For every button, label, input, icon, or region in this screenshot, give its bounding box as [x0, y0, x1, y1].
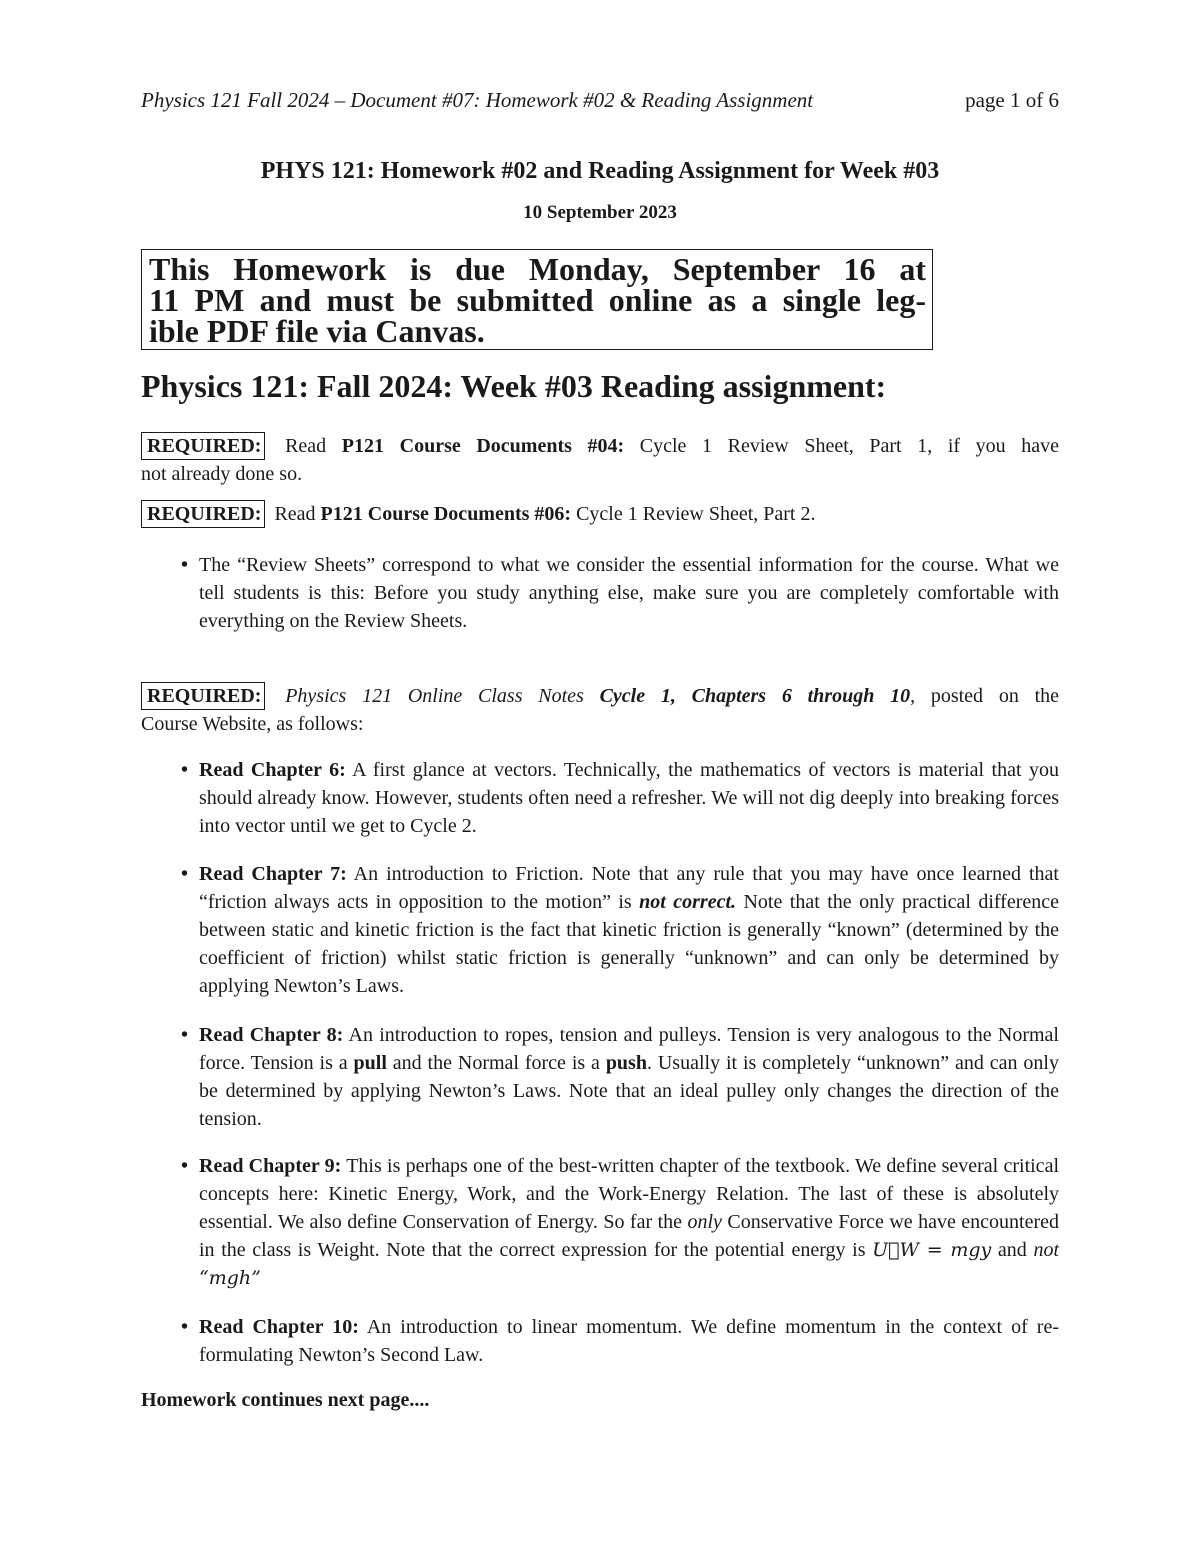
document-title: PHYS 121: Homework #02 and Reading Assignment for Week #03 [260, 158, 940, 184]
course-doc-06: P121 Course Documents #06: [320, 503, 572, 525]
continues-next-page-note: Homework continues next page.... [141, 1389, 430, 1411]
not-correct-emphasis: not correct. [639, 891, 737, 913]
required-label: REQUIRED: [141, 432, 265, 460]
chapter-10-label: Read Chapter 10: [199, 1316, 359, 1338]
due-date-notice-box [141, 249, 933, 350]
push-emphasis: push [605, 1052, 647, 1074]
chapter-7-text-cont: Note that the only practical difference between static and kinetic friction is the fact that kinetic friction is generally “known” (determined by the coefficient of friction) whilst static friction is generally “unknown” and can only be determined by applying Newton’s Laws. [199, 891, 1060, 997]
bullet-icon: • [181, 759, 189, 781]
bullet-icon: • [181, 863, 189, 885]
bullet-icon: • [181, 554, 189, 576]
read-text: Read [285, 435, 327, 457]
chapter-9-text-b: Conservative Force we have encountered in the class is Weight. Note that the correct expression for the potential energy is [199, 1211, 1060, 1261]
req3-description-cont: Course Website, as follows: [141, 713, 364, 735]
page-number: page 1 of 6 [965, 88, 1059, 112]
review-sheets-text: The “Review Sheets” correspond to what we consider the essential information for the course. What we tell students is this: Before you study anything else, make sure you are completely comfortable with everything on the Review Sheets. [199, 554, 1059, 632]
chapter-8-text-c: . Usually it is completely “unknown” and can only be determined by applying Newton’s Laws. Note that an ideal pulley only changes the direction of the tension. [199, 1052, 1059, 1130]
chapter-9-label: Read Chapter 9: [199, 1155, 342, 1177]
chapter-6-item [181, 756, 1059, 840]
chapter-10-item [181, 1313, 1059, 1369]
req1-description-cont: not already done so. [141, 463, 303, 485]
req2-description: Cycle 1 Review Sheet, Part 2. [576, 503, 816, 525]
mgh-formula: “mgh” [199, 1267, 261, 1289]
chapter-8-text: An introduction to ropes, tension and pulleys. Tension is very analogous to the Normal force. Tension is a [199, 1024, 1059, 1074]
chapter-7-item [181, 860, 1060, 1000]
running-header [141, 88, 1059, 113]
reading-assignment-heading: Physics 121: Fall 2024: Week #03 Reading assignment: [141, 368, 887, 404]
chapter-10-text: An introduction to linear momentum. We define momentum in the context of re-formulating Newton’s Second Law. [199, 1316, 1059, 1366]
required-item-2 [141, 500, 1059, 528]
due-notice-line-2: 11 PM and must be submitted online as a single leg- [149, 282, 926, 318]
req1-description: Cycle 1 Review Sheet, Part 1, if you have [639, 435, 1060, 457]
chapter-9-item [181, 1152, 1060, 1292]
bullet-icon: • [181, 1155, 189, 1177]
bullet-icon: • [181, 1024, 189, 1046]
req3-description: , posted on the [910, 685, 1060, 707]
class-notes-title: Physics 121 Online Class Notes [285, 685, 584, 707]
only-emphasis: only [687, 1211, 722, 1233]
pull-emphasis: pull [353, 1052, 387, 1074]
review-sheets-bullet [181, 551, 1059, 635]
required-label: REQUIRED: [141, 682, 265, 710]
required-label: REQUIRED: [141, 500, 265, 528]
chapter-7-text: An introduction to Friction. Note that any rule that you may have once learned that “friction always acts in opposition to the motion” is [199, 863, 1059, 913]
not-emphasis: not [1033, 1239, 1060, 1261]
due-notice-line-1: This Homework is due Monday, September 16 at [149, 251, 926, 287]
running-title: Physics 121 Fall 2024 – Document #07: Homework #02 & Reading Assignment [141, 88, 814, 112]
chapter-8-label: Read Chapter 8: [199, 1024, 344, 1046]
chapter-6-label: Read Chapter 6: [199, 759, 346, 781]
chapter-8-item [181, 1021, 1059, 1133]
chapter-9-text-c: and [997, 1239, 1027, 1261]
required-item-1 [141, 432, 1059, 488]
required-item-3 [141, 682, 1059, 738]
chapters-range: Cycle 1, Chapters 6 through 10 [599, 685, 911, 707]
chapter-6-text: A first glance at vectors. Technically, the mathematics of vectors is material that you should already know. However, students often need a refresher. We will not dig deeply into breaking forces into vector until we get to Cycle 2. [199, 759, 1059, 837]
chapter-8-text-b: and the Normal force is a [392, 1052, 600, 1074]
chapter-9-text: This is perhaps one of the best-written chapter of the textbook. We define several critical concepts here: Kinetic Energy, Work, and the Work-Energy Relation. The last of these is absolutely essential. We also define Conservation of Energy. So far the [199, 1155, 1059, 1233]
due-notice-line-3: ible PDF file via Canvas. [149, 313, 485, 349]
chapter-7-label: Read Chapter 7: [199, 863, 347, 885]
course-doc-04: P121 Course Documents #04: [341, 435, 625, 457]
document-date: 10 September 2023 [523, 202, 677, 223]
potential-energy-formula: U⃗W = mgy [872, 1239, 992, 1261]
bullet-icon: • [181, 1316, 189, 1338]
read-text: Read [274, 503, 316, 525]
